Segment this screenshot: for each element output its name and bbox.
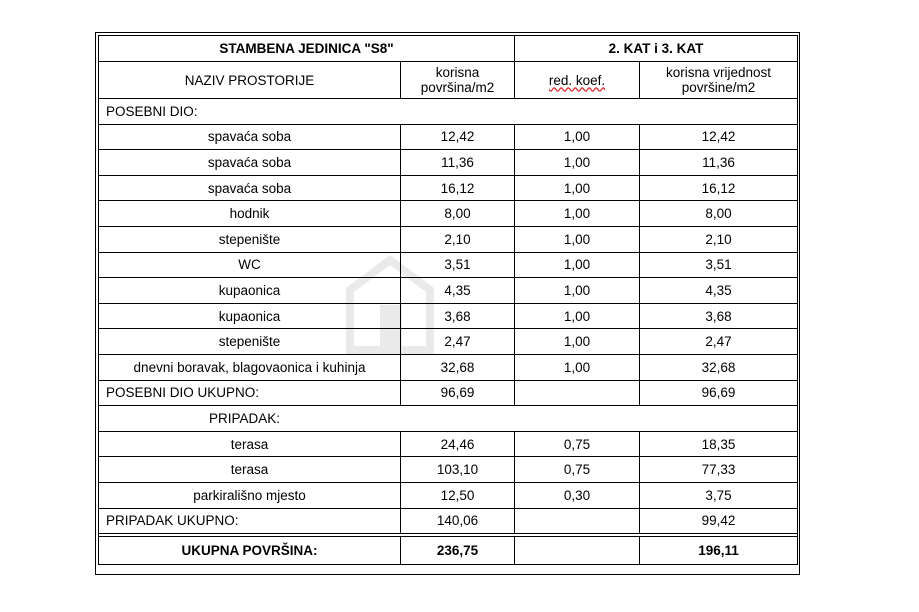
posebni-total-label: POSEBNI DIO UKUPNO: bbox=[99, 380, 401, 406]
floors-title: 2. KAT i 3. KAT bbox=[515, 36, 798, 62]
room-area: 11,36 bbox=[401, 150, 515, 176]
table-row bbox=[99, 482, 798, 508]
room-value: 4,35 bbox=[640, 278, 798, 304]
room-area: 3,68 bbox=[401, 303, 515, 329]
room-name: spavaća soba bbox=[99, 124, 401, 150]
table-row bbox=[99, 431, 798, 457]
table-row bbox=[99, 303, 798, 329]
room-coef: 1,00 bbox=[515, 303, 640, 329]
room-area: 16,12 bbox=[401, 175, 515, 201]
posebni-total-value: 96,69 bbox=[640, 380, 798, 406]
room-area: 12,42 bbox=[401, 124, 515, 150]
col-usable-area: korisna površina/m2 bbox=[401, 62, 515, 99]
room-area: 2,10 bbox=[401, 226, 515, 252]
room-coef: 0,75 bbox=[515, 457, 640, 483]
table-row bbox=[99, 150, 798, 176]
room-coef: 1,00 bbox=[515, 226, 640, 252]
section-posebni bbox=[99, 99, 798, 125]
room-name: kupaonica bbox=[99, 303, 401, 329]
pripadak-total-label: PRIPADAK UKUPNO: bbox=[99, 508, 401, 534]
room-name: hodnik bbox=[99, 201, 401, 227]
room-coef: 0,75 bbox=[515, 431, 640, 457]
room-name: stepenište bbox=[99, 226, 401, 252]
room-name: terasa bbox=[99, 431, 401, 457]
table-row bbox=[99, 201, 798, 227]
table-row bbox=[99, 329, 798, 355]
room-area: 8,00 bbox=[401, 201, 515, 227]
room-value: 8,00 bbox=[640, 201, 798, 227]
col-room-name: NAZIV PROSTORIJE bbox=[99, 62, 401, 99]
room-name: dnevni boravak, blagovaonica i kuhinja bbox=[99, 354, 401, 380]
room-value: 2,47 bbox=[640, 329, 798, 355]
posebni-rows bbox=[99, 124, 798, 380]
room-name: kupaonica bbox=[99, 278, 401, 304]
room-value: 16,12 bbox=[640, 175, 798, 201]
room-coef: 1,00 bbox=[515, 124, 640, 150]
room-value: 11,36 bbox=[640, 150, 798, 176]
room-coef: 1,00 bbox=[515, 354, 640, 380]
room-value: 2,10 bbox=[640, 226, 798, 252]
room-name: spavaća soba bbox=[99, 150, 401, 176]
table-row bbox=[99, 457, 798, 483]
col-coef bbox=[515, 62, 640, 99]
table-row bbox=[99, 278, 798, 304]
room-value: 3,51 bbox=[640, 252, 798, 278]
room-area: 32,68 bbox=[401, 354, 515, 380]
room-coef: 1,00 bbox=[515, 201, 640, 227]
area-table bbox=[98, 35, 798, 565]
room-coef: 1,00 bbox=[515, 329, 640, 355]
table-row bbox=[99, 175, 798, 201]
room-name: terasa bbox=[99, 457, 401, 483]
pripadak-label: PRIPADAK: bbox=[99, 406, 798, 432]
room-area: 3,51 bbox=[401, 252, 515, 278]
column-header-row bbox=[99, 62, 798, 99]
room-area: 2,47 bbox=[401, 329, 515, 355]
room-area: 4,35 bbox=[401, 278, 515, 304]
room-coef: 1,00 bbox=[515, 252, 640, 278]
grand-total-value: 196,11 bbox=[640, 537, 798, 565]
room-name: stepenište bbox=[99, 329, 401, 355]
room-value: 77,33 bbox=[640, 457, 798, 483]
room-value: 12,42 bbox=[640, 124, 798, 150]
table-row bbox=[99, 226, 798, 252]
posebni-total-row bbox=[99, 380, 798, 406]
table-row bbox=[99, 252, 798, 278]
col-usable-value: korisna vrijednost površine/m2 bbox=[640, 62, 798, 99]
col-coef-label: red. koef. bbox=[548, 72, 606, 88]
pripadak-total-row bbox=[99, 508, 798, 534]
grand-total-area: 236,75 bbox=[401, 537, 515, 565]
pripadak-total-area: 140,06 bbox=[401, 508, 515, 534]
table-row bbox=[99, 124, 798, 150]
grand-total-label: UKUPNA POVRŠINA: bbox=[99, 537, 401, 565]
room-coef: 1,00 bbox=[515, 175, 640, 201]
grand-total-row bbox=[99, 537, 798, 565]
room-value: 3,75 bbox=[640, 482, 798, 508]
room-coef: 1,00 bbox=[515, 150, 640, 176]
room-coef: 1,00 bbox=[515, 278, 640, 304]
unit-title: STAMBENA JEDINICA "S8" bbox=[99, 36, 515, 62]
room-area: 12,50 bbox=[401, 482, 515, 508]
header-row bbox=[99, 36, 798, 62]
table-row bbox=[99, 354, 798, 380]
room-value: 32,68 bbox=[640, 354, 798, 380]
room-name: parkirališno mjesto bbox=[99, 482, 401, 508]
room-value: 18,35 bbox=[640, 431, 798, 457]
pripadak-total-value: 99,42 bbox=[640, 508, 798, 534]
room-coef: 0,30 bbox=[515, 482, 640, 508]
pripadak-rows bbox=[99, 431, 798, 508]
posebni-total-area: 96,69 bbox=[401, 380, 515, 406]
room-area: 103,10 bbox=[401, 457, 515, 483]
room-name: WC bbox=[99, 252, 401, 278]
posebni-label: POSEBNI DIO: bbox=[99, 99, 798, 125]
section-pripadak bbox=[99, 406, 798, 432]
room-value: 3,68 bbox=[640, 303, 798, 329]
room-area: 24,46 bbox=[401, 431, 515, 457]
room-name: spavaća soba bbox=[99, 175, 401, 201]
